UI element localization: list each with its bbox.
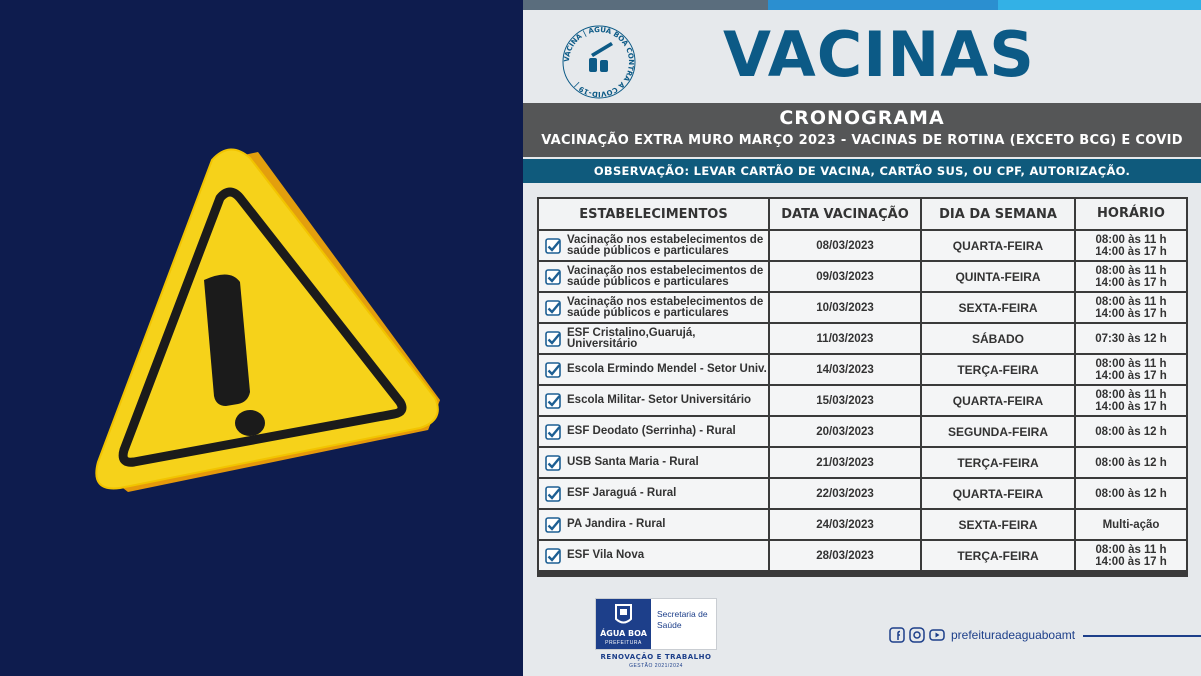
- facebook-icon[interactable]: [889, 627, 905, 643]
- checkbox-checked-icon: [545, 362, 561, 378]
- weekday-cell: SÁBADO: [922, 324, 1074, 353]
- table-row: [539, 231, 1186, 260]
- vaccination-date: 24/03/2023: [816, 518, 874, 531]
- table-row: [539, 541, 1186, 570]
- establishment-cell: [539, 541, 768, 570]
- table-row: [539, 417, 1186, 446]
- banner-subtitle: VACINAÇÃO EXTRA MURO MARÇO 2023 - VACINAS DE ROTINA (EXCETO BCG) E COVID: [541, 133, 1183, 148]
- establishment-name: Vacinação nos estabelecimentos de saúde públicos e particulares: [567, 233, 764, 257]
- time-cell: Multi-ação: [1076, 510, 1186, 539]
- schedule-banner: [523, 103, 1201, 157]
- header-establishments: ESTABELECIMENTOS: [539, 199, 768, 229]
- establishment-cell: [539, 293, 768, 322]
- table-header-row: [539, 199, 1186, 229]
- weekday-cell: SEGUNDA-FEIRA: [922, 417, 1074, 446]
- time-cell: 08:00 às 12 h: [1076, 448, 1186, 477]
- checkbox-checked-icon: [545, 300, 561, 316]
- vaccination-date: 10/03/2023: [816, 301, 874, 314]
- time-cell: 08:00 às 11 h 14:00 às 17 h: [1076, 231, 1186, 260]
- footer-term: GESTÃO 2021/2024: [629, 663, 683, 669]
- top-bar-light-blue: [998, 0, 1201, 10]
- establishment-name: ESF Cristalino,Guarujá, Universitário: [567, 326, 696, 350]
- city-prefeitura: PREFEITURA: [605, 640, 642, 646]
- establishment-cell: [539, 231, 768, 260]
- establishment-name: USB Santa Maria - Rural: [567, 456, 699, 468]
- city-name: ÁGUA BOA: [600, 629, 647, 638]
- seal-text: VACINA | ÁGUA BOA CONTRA A COVID-19 |: [562, 25, 636, 99]
- vaccination-date: 11/03/2023: [816, 332, 874, 345]
- vaccination-date: 15/03/2023: [816, 394, 874, 407]
- date-cell: [770, 510, 920, 539]
- weekday-cell: QUARTA-FEIRA: [922, 386, 1074, 415]
- establishment-cell: [539, 324, 768, 353]
- establishment-name: ESF Vila Nova: [567, 549, 645, 561]
- social-handle[interactable]: prefeituradeaguaboamt: [951, 628, 1076, 642]
- establishment-cell: [539, 355, 768, 384]
- time-cell: 08:00 às 11 h 14:00 às 17 h: [1076, 386, 1186, 415]
- banner-title: CRONOGRAMA: [779, 107, 945, 129]
- schedule-panel: [523, 0, 1201, 676]
- vaccination-date: 20/03/2023: [816, 425, 874, 438]
- checkbox-checked-icon: [545, 331, 561, 347]
- time-cell: 08:00 às 12 h: [1076, 479, 1186, 508]
- vaccination-date: 14/03/2023: [816, 363, 874, 376]
- youtube-icon[interactable]: [929, 627, 945, 643]
- establishment-name: Escola Ermindo Mendel - Setor Univ.: [567, 363, 767, 375]
- date-cell: [770, 541, 920, 570]
- vaccination-date: 08/03/2023: [816, 239, 874, 252]
- table-row: [539, 479, 1186, 508]
- checkbox-checked-icon: [545, 548, 561, 564]
- weekday-cell: QUARTA-FEIRA: [922, 231, 1074, 260]
- time-cell: 08:00 às 11 h 14:00 às 17 h: [1076, 262, 1186, 291]
- date-cell: [770, 448, 920, 477]
- table-row: [539, 324, 1186, 353]
- checkbox-checked-icon: [545, 238, 561, 254]
- vaccination-date: 09/03/2023: [816, 270, 874, 283]
- establishment-cell: [539, 510, 768, 539]
- table-row: [539, 386, 1186, 415]
- city-emblem: [596, 599, 651, 649]
- establishment-cell: [539, 262, 768, 291]
- vaccine-seal-logo: [561, 24, 637, 100]
- time-cell: 07:30 às 12 h: [1076, 324, 1186, 353]
- weekday-cell: TERÇA-FEIRA: [922, 355, 1074, 384]
- time-cell: 08:00 às 11 h 14:00 às 17 h: [1076, 355, 1186, 384]
- establishment-cell: [539, 417, 768, 446]
- table-row: [539, 293, 1186, 322]
- table-row: [539, 262, 1186, 291]
- table-row: [539, 510, 1186, 539]
- header-weekday: DIA DA SEMANA: [922, 199, 1074, 229]
- top-bar-blue: [768, 0, 998, 10]
- weekday-cell: QUINTA-FEIRA: [922, 262, 1074, 291]
- weekday-cell: SEXTA-FEIRA: [922, 293, 1074, 322]
- time-cell: 08:00 às 12 h: [1076, 417, 1186, 446]
- warning-icon: [80, 140, 450, 510]
- date-cell: [770, 386, 920, 415]
- header-date: DATA VACINAÇÃO: [770, 199, 920, 229]
- weekday-cell: SEXTA-FEIRA: [922, 510, 1074, 539]
- date-cell: [770, 262, 920, 291]
- checkbox-checked-icon: [545, 269, 561, 285]
- establishment-name: Vacinação nos estabelecimentos de saúde públicos e particulares: [567, 295, 764, 319]
- date-cell: [770, 417, 920, 446]
- schedule-table: [537, 197, 1188, 577]
- observation-note: OBSERVAÇÃO: LEVAR CARTÃO DE VACINA, CARTÃO SUS, OU CPF, AUTORIZAÇÃO.: [523, 159, 1201, 183]
- time-cell: 08:00 às 11 h 14:00 às 17 h: [1076, 293, 1186, 322]
- time-cell: 08:00 às 11 h 14:00 às 17 h: [1076, 541, 1186, 570]
- establishment-cell: [539, 479, 768, 508]
- checkbox-checked-icon: [545, 517, 561, 533]
- establishment-cell: [539, 386, 768, 415]
- weekday-cell: QUARTA-FEIRA: [922, 479, 1074, 508]
- page-title: VACINAS: [723, 18, 1035, 91]
- establishment-name: Escola Militar- Setor Universitário: [567, 394, 752, 406]
- date-cell: [770, 293, 920, 322]
- date-cell: [770, 355, 920, 384]
- instagram-icon[interactable]: [909, 627, 925, 643]
- establishment-name: ESF Deodato (Serrinha) - Rural: [567, 425, 736, 437]
- top-bar-gray: [523, 0, 768, 10]
- table-row: [539, 448, 1186, 477]
- social-links: [889, 627, 1075, 643]
- establishment-name: PA Jandira - Rural: [567, 518, 666, 530]
- date-cell: [770, 479, 920, 508]
- establishment-cell: [539, 448, 768, 477]
- checkbox-checked-icon: [545, 455, 561, 471]
- left-panel: [0, 0, 523, 676]
- vaccination-date: 22/03/2023: [816, 487, 874, 500]
- weekday-cell: TERÇA-FEIRA: [922, 541, 1074, 570]
- city-logo: [595, 598, 717, 650]
- establishment-name: Vacinação nos estabelecimentos de saúde públicos e particulares: [567, 264, 764, 288]
- footer-divider: [1083, 635, 1201, 637]
- city-crest-icon: [596, 599, 651, 629]
- table-row: [539, 355, 1186, 384]
- health-department: Secretaria de Saúde: [657, 609, 708, 630]
- top-color-bars: [523, 0, 1201, 10]
- checkbox-checked-icon: [545, 486, 561, 502]
- vaccination-date: 21/03/2023: [816, 456, 874, 469]
- vaccination-date: 28/03/2023: [816, 549, 874, 562]
- date-cell: [770, 324, 920, 353]
- footer-slogan: RENOVAÇÃO E TRABALHO: [600, 653, 712, 661]
- date-cell: [770, 231, 920, 260]
- checkbox-checked-icon: [545, 393, 561, 409]
- weekday-cell: TERÇA-FEIRA: [922, 448, 1074, 477]
- checkbox-checked-icon: [545, 424, 561, 440]
- header-time: HORÁRIO: [1076, 199, 1186, 229]
- establishment-name: ESF Jaraguá - Rural: [567, 487, 677, 499]
